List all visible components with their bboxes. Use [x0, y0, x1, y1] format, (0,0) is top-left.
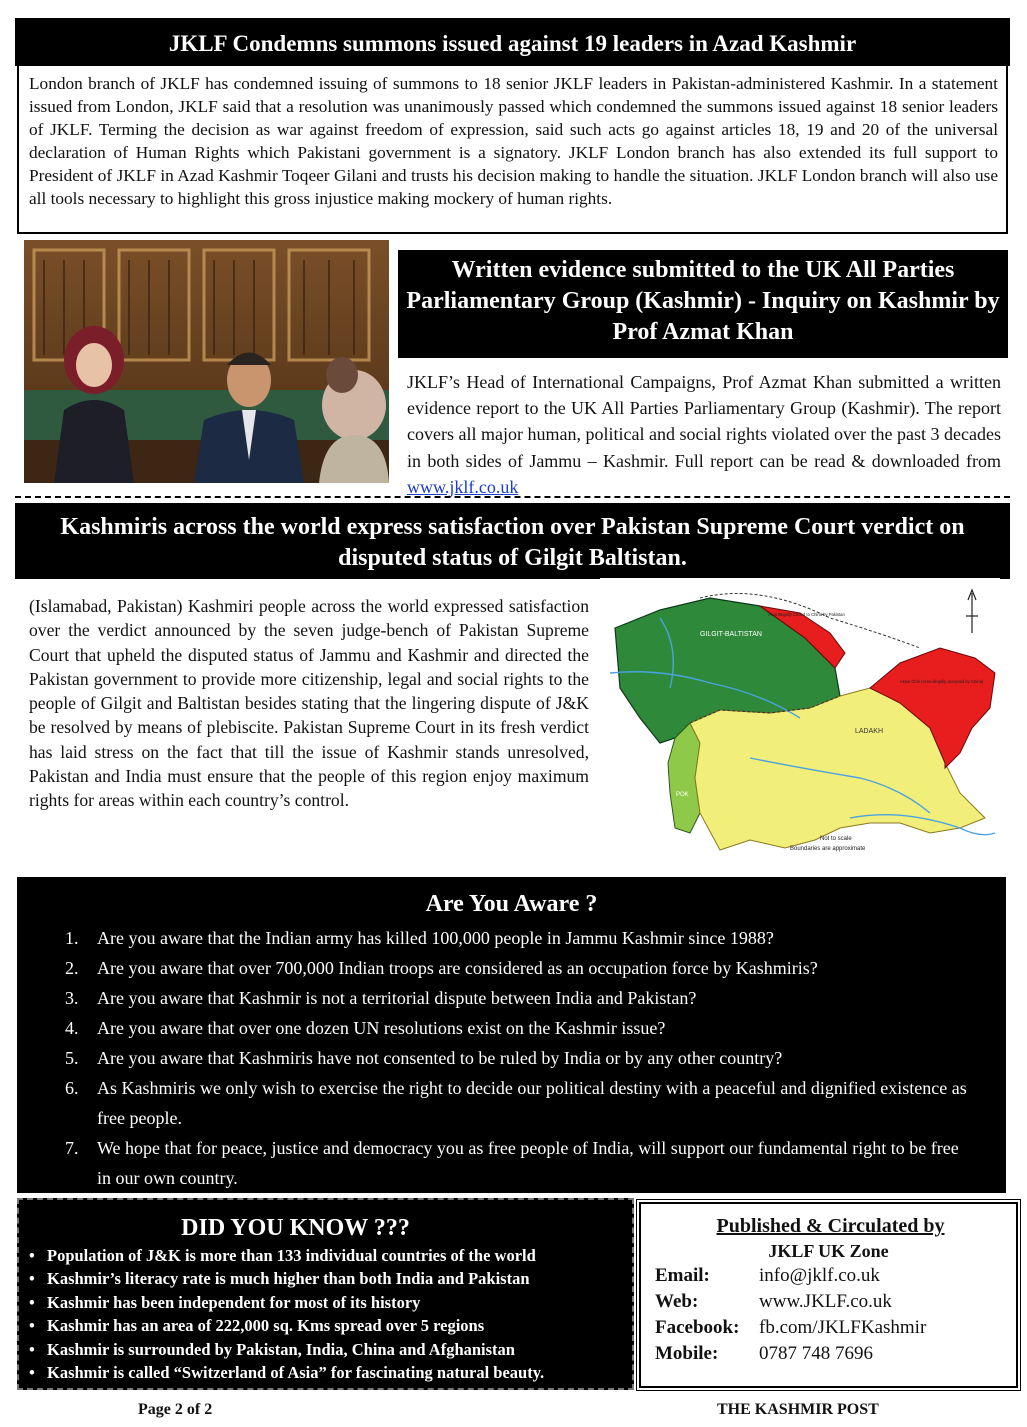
map-label-pok: POK [676, 792, 689, 798]
article3-body: (Islamabad, Pakistan) Kashmiri people across the world expressed satisfaction over the verdict announced by the seven judge-bench of Pakistan Supreme Court that upheld the disputed status of Jammu and Kashmir and directed the Pakistan government to provide more citizenship, legal and social rights to the people of Gilgit and Baltistan besides stating that the lingering dispute of J&K be resolved by means of plebiscite. Pakistan Supreme Court in its fresh verdict has laid stress on the fact that till the issue of Kashmir stands unresolved, Pakistan and India must ensure that the people of this region enjoy maximum rights for areas within each country’s control. [29, 596, 589, 811]
publisher-title: Published & Circulated by [716, 1215, 945, 1237]
article2-title: Written evidence submitted to the UK All Parties Parliamentary Group (Kashmir) - Inquiry on Kashmir by Prof Azmat Khan [406, 257, 1000, 345]
aware-item-number: 5. [65, 1048, 79, 1068]
aware-item [65, 1043, 975, 1073]
dyk-item-text: Kashmir is called “Switzerland of Asia” for fascinating natural beauty. [47, 1363, 545, 1383]
aware-item-number: 7. [65, 1138, 79, 1158]
bullet-icon: • [29, 1246, 35, 1265]
footer-paper-name: THE KASHMIR POST [717, 1401, 879, 1418]
aware-item [65, 1133, 975, 1193]
article2-body-wrap [407, 369, 1001, 500]
publisher-contact-value[interactable]: 0787 748 7696 [759, 1343, 873, 1364]
publisher-contact-value[interactable]: www.JKLF.co.uk [759, 1291, 892, 1312]
aware-item-number: 3. [65, 988, 79, 1008]
article2-body: JKLF’s Head of International Campaigns, Prof Azmat Khan submitted a written evidence report to the UK All Parties Parliamentary Group (Kashmir). The report covers all major human, political and social rights violated over the past 3 decades in both sides of Jammu – Kashmir. Full report can be read & downloaded from [407, 372, 1001, 471]
aware-item-text: As Kashmiris we only wish to exercise the right to decide our political destiny with a peaceful and dignified existence as free people. [97, 1078, 967, 1128]
bullet-icon: • [29, 1363, 35, 1383]
section-divider [15, 496, 1010, 498]
dyk-item [29, 1361, 544, 1384]
aware-item-text: We hope that for peace, justice and democracy you as free people of India, will support our fundamental right to be free in our own country. [97, 1138, 959, 1188]
kashmir-map [600, 578, 1000, 860]
parliament-photo-image [24, 240, 389, 483]
dyk-box [17, 1198, 634, 1390]
aware-item-text: Are you aware that Kashmir is not a territorial dispute between India and Pakistan? [97, 988, 697, 1008]
aware-item-number: 6. [65, 1078, 79, 1098]
dyk-item-text: Kashmir has been independent for most of its history [47, 1292, 421, 1312]
kashmir-map-graphic [600, 578, 1000, 860]
map-note-boundaries: Boundaries are approximate [790, 846, 866, 852]
aware-list [65, 923, 975, 1193]
aware-item-text: Are you aware that over one dozen UN resolutions exist on the Kashmir issue? [97, 1018, 666, 1038]
dyk-item [29, 1291, 544, 1314]
dyk-list [29, 1244, 544, 1384]
map-label-china-ceded: Area illegally Ceded to China by Pakistan [768, 612, 845, 617]
publisher-contact-value[interactable]: fb.com/JKLFKashmir [759, 1317, 927, 1338]
article3-title: Kashmiris across the world express satisfaction over Pakistan Supreme Court verdict on disputed status of Gilgit Baltistan. [60, 514, 965, 571]
parliament-photo [24, 240, 389, 483]
aware-item [65, 923, 975, 953]
dyk-item [29, 1338, 544, 1361]
footer-page: Page 2 of 2 [138, 1401, 213, 1418]
aware-item [65, 953, 975, 983]
publisher-contact-label: Web: [655, 1291, 699, 1312]
bullet-icon: • [29, 1339, 35, 1359]
publisher-contacts [655, 1263, 926, 1367]
aware-item [65, 1013, 975, 1043]
publisher-contact-row [655, 1263, 926, 1289]
publisher-contact-label: Facebook: [655, 1317, 740, 1338]
publisher-org: JKLF UK Zone [768, 1241, 889, 1261]
jklf-website-link[interactable]: www.jklf.co.uk [407, 476, 519, 497]
publisher-contact-label: Mobile: [655, 1343, 719, 1364]
bullet-icon: • [29, 1316, 35, 1336]
aware-item-number: 2. [65, 958, 79, 978]
article1-box [17, 66, 1008, 234]
dyk-item [29, 1267, 544, 1290]
article1-body: London branch of JKLF has condemned issuing of summons to 18 senior JKLF leaders in Pakistan-administered Kashmir. In a statement issued from London, JKLF said that a resolution was unanimously passed which condemned the summons issued against 18 senior leaders of JKLF. Terming the decision as war against freedom of expression, said such acts go against articles 18, 19 and 20 of the universal declaration of Human Rights which Pakistani government is a signatory. JKLF London branch has also extended its full support to President of JKLF in Azad Kashmir Toqeer Gilani and trusts his decision making to handle the situation. JKLF London branch will also use all tools necessary to highlight this gross injustice making mockery of human rights. [29, 74, 998, 208]
article2-title-bar [398, 250, 1008, 358]
dyk-item-text: Kashmir is surrounded by Pakistan, India, China and Afghanistan [47, 1339, 515, 1359]
dyk-item-text: Population of J&K is more than 133 individual countries of the world [47, 1246, 536, 1265]
aware-item-text: Are you aware that Kashmiris have not consented to be ruled by India or by any other country? [97, 1048, 783, 1068]
publisher-contact-row [655, 1289, 926, 1315]
aware-item-number: 1. [65, 928, 79, 948]
aware-item-text: Are you aware that the Indian army has killed 100,000 people in Jammu Kashmir since 1988? [97, 928, 774, 948]
article1-title: JKLF Condemns summons issued against 19 leaders in Azad Kashmir [168, 31, 857, 56]
bullet-icon: • [29, 1292, 35, 1312]
aware-item-number: 4. [65, 1018, 79, 1038]
map-label-aksai: Aksai Chin (Area illegally occupied by China) [900, 679, 984, 684]
dyk-title: DID YOU KNOW ??? [181, 1215, 410, 1241]
article3-title-bar [15, 503, 1010, 579]
publisher-contact-label: Email: [655, 1265, 710, 1286]
aware-box [17, 877, 1006, 1193]
dyk-item [29, 1314, 544, 1337]
aware-item [65, 983, 975, 1013]
article1-title-bar [15, 18, 1010, 66]
dyk-item-text: Kashmir has an area of 222,000 sq. Kms spread over 5 regions [47, 1316, 485, 1336]
publisher-contact-row [655, 1315, 926, 1341]
publisher-contact-value[interactable]: info@jklf.co.uk [759, 1265, 880, 1286]
aware-title: Are You Aware ? [425, 891, 598, 917]
aware-item [65, 1073, 975, 1133]
bullet-icon: • [29, 1269, 35, 1289]
publisher-contact-row [655, 1341, 926, 1367]
map-label-gilgit: GILGIT-BALTISTAN [700, 631, 762, 638]
publisher-box [639, 1202, 1018, 1388]
aware-item-text: Are you aware that over 700,000 Indian troops are considered as an occupation force by Kashmiris? [97, 958, 818, 978]
dyk-item [29, 1244, 544, 1267]
dyk-item-text: Kashmir’s literacy rate is much higher than both India and Pakistan [47, 1269, 530, 1289]
map-note-scale: Not to scale [820, 836, 852, 842]
map-label-ladakh: LADAKH [855, 728, 884, 735]
